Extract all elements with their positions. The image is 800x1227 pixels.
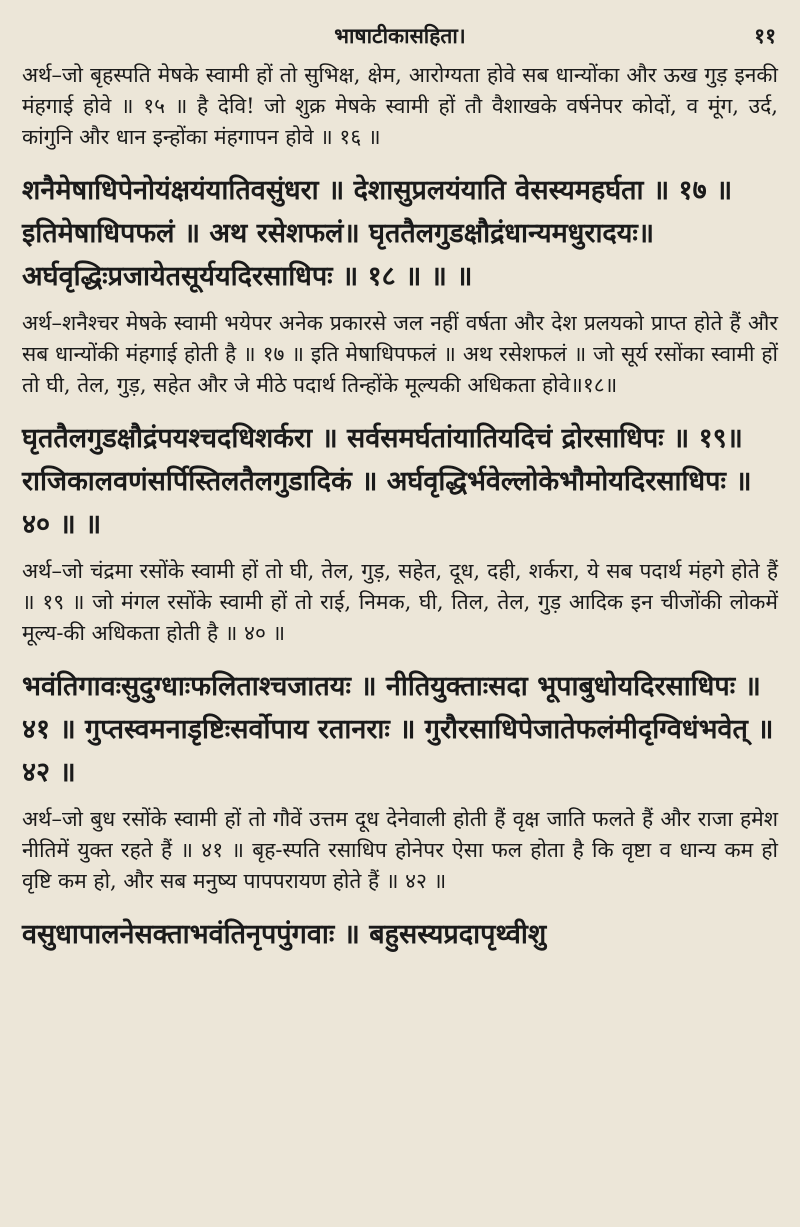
page-header: [22, 10, 778, 50]
gloss-paragraph: अर्थ–जो चंद्रमा रसोंके स्वामी हों तो घी, तेल, गुड़, सहेत, दूध, दही, शर्करा, ये सब पदार्थ मंहगे होते हैं ॥ १९ ॥ जो मंगल रसोंके स्वामी हों तो राई, निमक, घी, तिल, तेल, गुड़ आदिक इन चीजोंकी लोकमें मूल्य-की अधिकता होती है ॥ ४० ॥: [22, 559, 778, 645]
sanskrit-verse: भवंतिगावःसुदुग्धाःफलिताश्चजातयः ॥ नीतियुक्ताःसदा भूपाबुधोयदिरसाधिपः ॥ ४१ ॥ गुप्तस्वमनाडृष्टिःसर्वोपाय रतानराः ॥ गुरौरसाधिपेजातेफलंमीदृग्विधंभवेत् ॥ ४२ ॥: [22, 671, 774, 788]
sanskrit-verse: घृततैलगुडक्षौद्रंपयश्चदधिशर्करा ॥ सर्वसमर्घतांयातियदिचं द्रोरसाधिपः ॥ १९॥ राजिकालवणंसर्पिस्तिलतैलगुडादिकं ॥ अर्घवृद्धिर्भवेल्लोकेभौमोयदिरसाधिपः ॥ ४० ॥ ॥: [22, 423, 752, 540]
sanskrit-verse: वसुधापालनेसक्ताभवंतिनृपपुंगवाः ॥ बहुसस्यप्रदापृथ्वीशु: [22, 919, 547, 950]
sanskrit-verse: शनैमेषाधिपेनोयंक्षयंयातिवसुंधरा ॥ देशासुप्रलयंयाति वेसस्यमहर्घता ॥ १७ ॥ इतिमेषाधिपफलं ॥ अथ रसेशफलं॥ घृततैलगुडक्षौद्रंधान्यमधुरादयः॥ अर्घवृद्धिःप्रजायेतसूर्ययदिरसाधिपः ॥ १८ ॥ ॥ ॥: [22, 175, 733, 292]
gloss-paragraph: अर्थ–शनैश्चर मेषके स्वामी भयेपर अनेक प्रकारसे जल नहीं वर्षता और देश प्रलयको प्राप्त होते हैं और सब धान्योंकी मंहगाई होती है ॥ १७ ॥ इति मेषाधिपफलं ॥ अथ रसेशफलं ॥ जो सूर्य रसोंका स्वामी हों तो घी, तेल, गुड़, सहेत और जे मीठे पदार्थ तिन्होंके मूल्यकी अधिकता होवे॥१८॥: [22, 311, 778, 397]
running-title: भाषाटीकासहिता।: [334, 23, 466, 48]
page-number: ११: [754, 23, 776, 48]
gloss-paragraph: अर्थ–जो बुध रसोंके स्वामी हों तो गौवें उत्तम दूध देनेवाली होती हैं वृक्ष जाति फलते हैं और राजा हमेश नीतिमें युक्त रहते हैं ॥ ४१ ॥ बृह-स्पति रसाधिप होनेपर ऐसा फल होता है कि वृष्टा व धान्य कम हो वृष्टि कम हो, और सब मनुष्य पापपरायण होते हैं ॥ ४२ ॥: [22, 807, 778, 893]
gloss-paragraph: अर्थ–जो बृहस्पति मेषके स्वामी हों तो सुभिक्ष, क्षेम, आरोग्यता होवे सब धान्योंका और ऊख गुड़ इनकी मंहगाई होवे ॥ १५ ॥ है देवि! जो शुक्र मेषके स्वामी हों तौ वैशाखके वर्षनेपर कोदों, व मूंग, उर्द, कांगुनि और धान इन्होंका मंहगापन होवे ॥ १६ ॥: [22, 63, 778, 149]
